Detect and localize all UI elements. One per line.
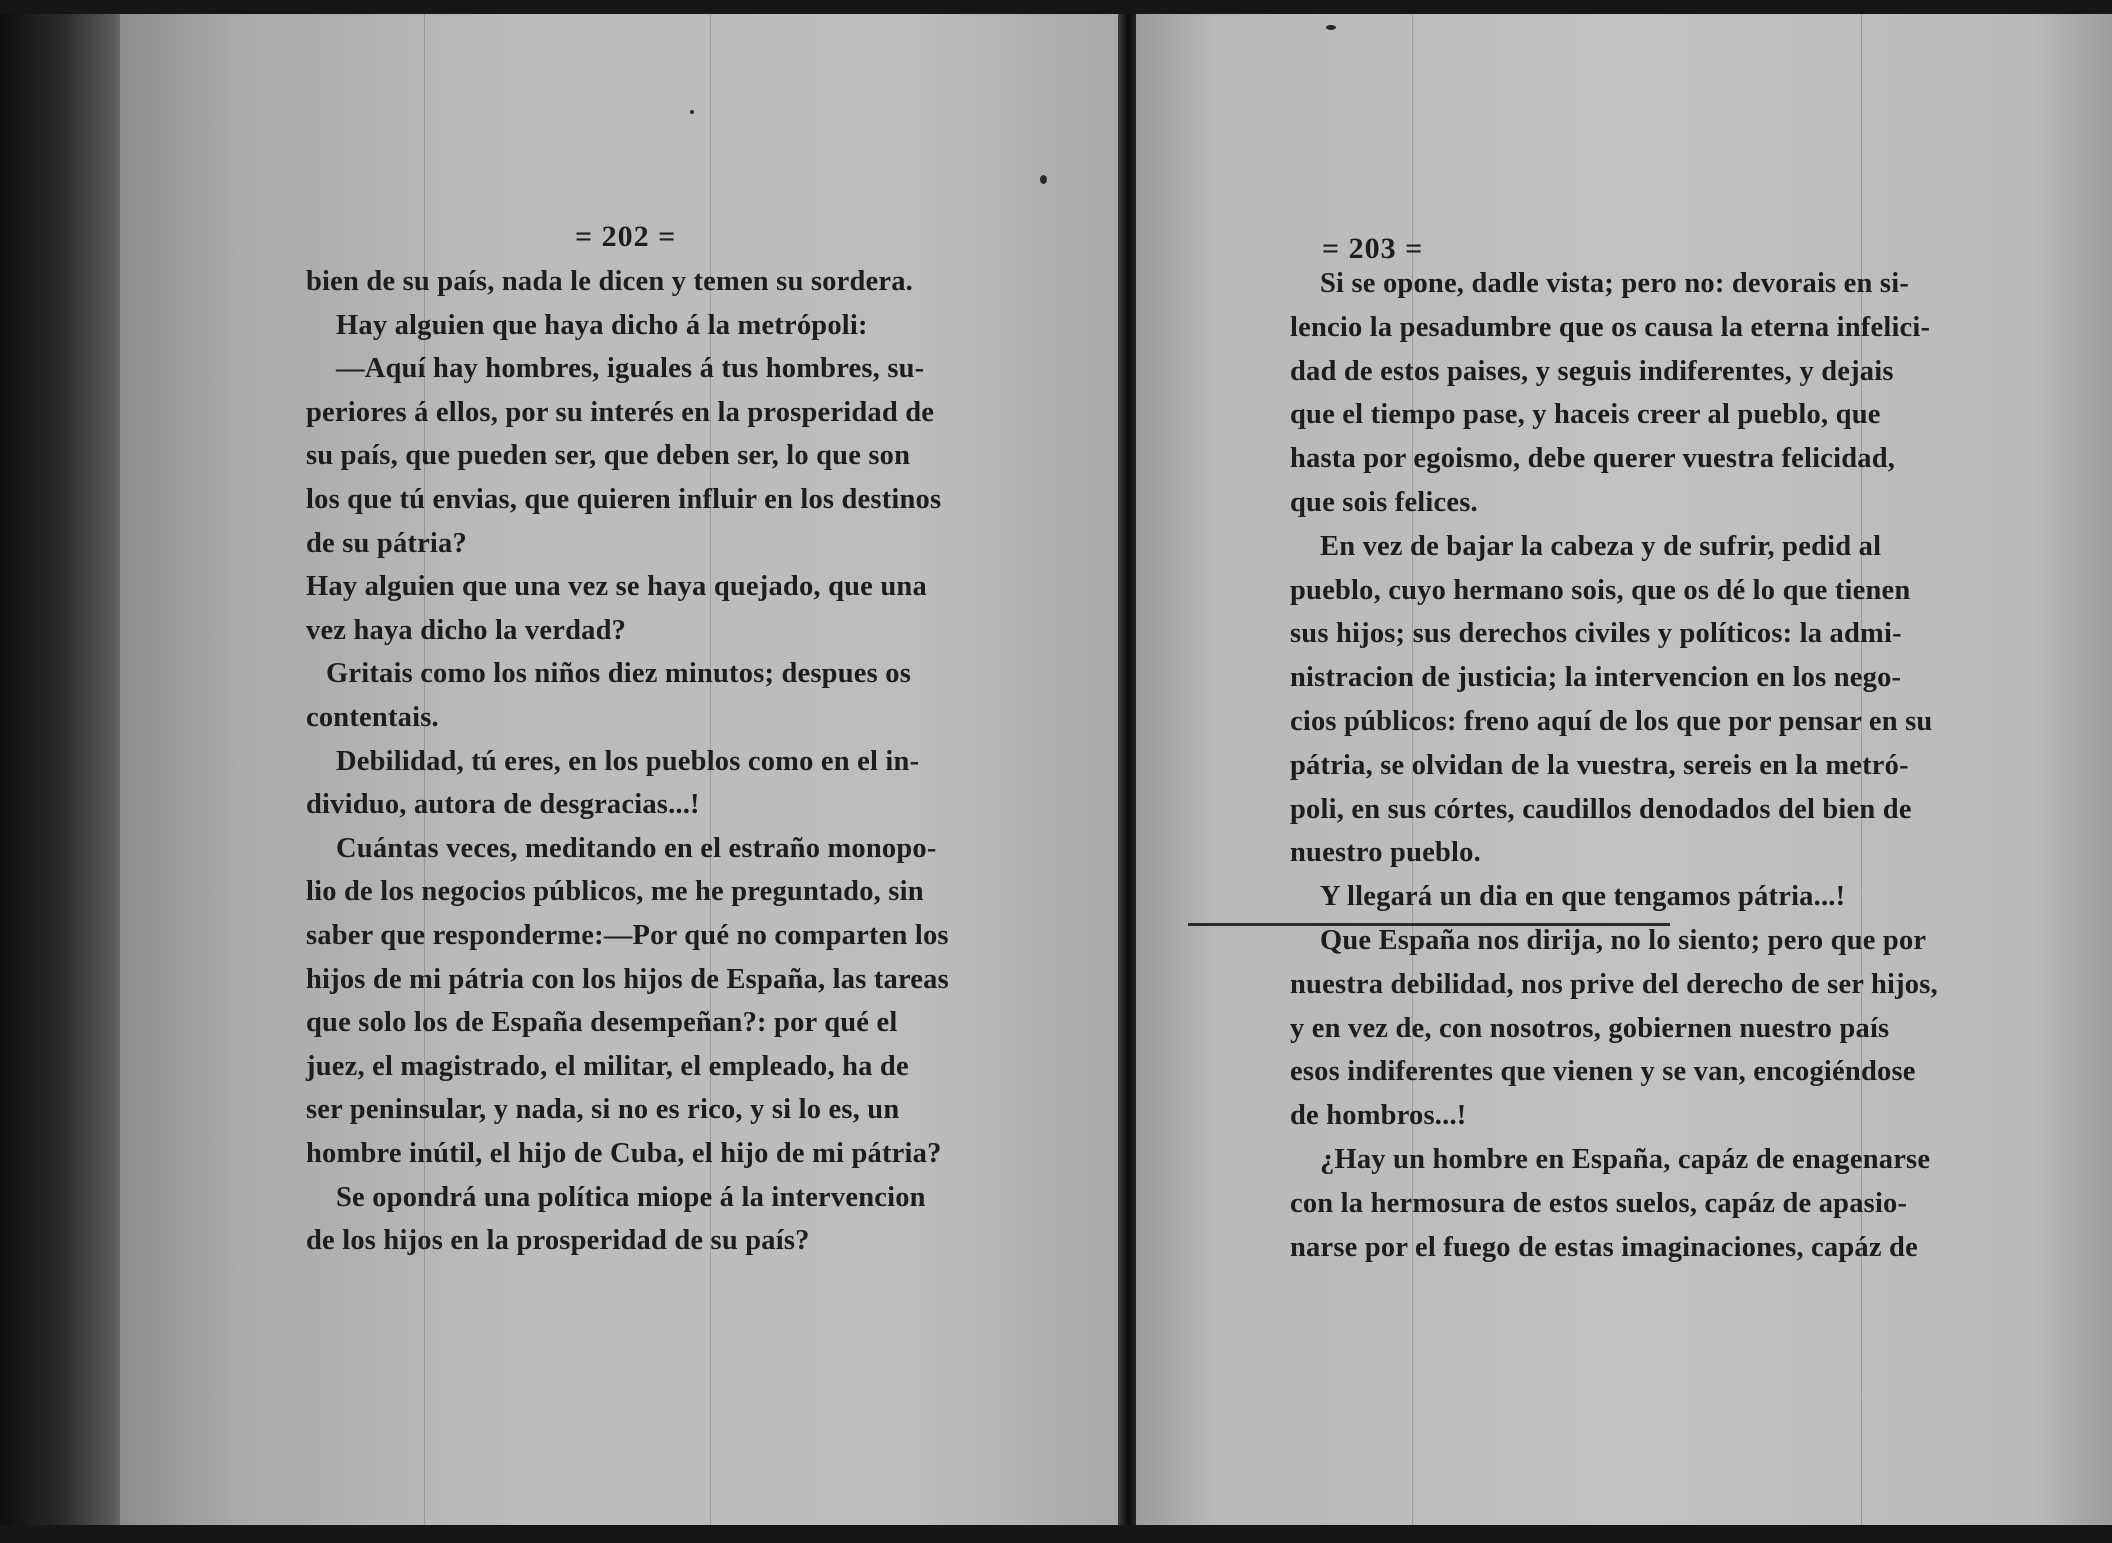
page-number: = 203 =: [1322, 232, 1424, 265]
text-line: dividuo, autora de desgracias...!: [306, 789, 700, 821]
text-line: lencio la pesadumbre que os causa la eterna infelici-: [1290, 311, 1931, 343]
page-number: = 202 =: [575, 220, 677, 253]
text-line: su país, que pueden ser, que deben ser, lo que son: [306, 440, 911, 472]
text-line: que solo los de España desempeñan?: por qué el: [306, 1007, 898, 1039]
text-line: hasta por egoismo, debe querer vuestra felicidad,: [1290, 443, 1896, 475]
text-line: bien de su país, nada le dicen y temen su sordera.: [306, 266, 913, 297]
text-line: vez haya dicho la verdad?: [306, 614, 627, 646]
ink-spot: [690, 110, 694, 114]
text-line: nistracion de justicia; la intervencion en los nego-: [1290, 662, 1902, 694]
text-line: En vez de bajar la cabeza y de sufrir, pedid al: [1320, 530, 1882, 562]
text-line: hijos de mi pátria con los hijos de España, las tareas: [306, 963, 949, 995]
text-line: juez, el magistrado, el militar, el empleado, ha de: [306, 1050, 909, 1082]
right-page: [1136, 0, 2112, 1543]
scan-border-bottom: [0, 1525, 2112, 1543]
text-line: —Aquí hay hombres, iguales á tus hombres, su-: [336, 353, 925, 385]
text-line: Si se opone, dadle vista; pero no: devorais en si-: [1320, 268, 1910, 299]
text-line: saber que responderme:—Por qué no comparten los: [306, 920, 949, 951]
text-line: nuestro pueblo.: [1290, 837, 1481, 869]
text-line: periores á ellos, por su interés en la prosperidad de: [306, 396, 935, 428]
book-edge-shadow: [0, 0, 140, 1543]
text-line: Cuántas veces, meditando en el estraño monopo-: [336, 832, 937, 864]
text-line: poli, en sus córtes, caudillos denodados del bien de: [1290, 793, 1912, 825]
book-gutter: [1118, 0, 1138, 1543]
text-line: nuestra debilidad, nos prive del derecho de ser hijos,: [1290, 968, 1938, 1000]
text-line: pátria, se olvidan de la vuestra, sereis en la metró-: [1290, 749, 1909, 781]
text-line: que sois felices.: [1290, 487, 1478, 518]
text-line: Hay alguien que una vez se haya quejado, que una: [306, 571, 927, 603]
scan-border-top: [0, 0, 2112, 14]
text-line: de hombros...!: [1290, 1100, 1467, 1132]
left-page: [120, 0, 1120, 1543]
text-line: ¿Hay un hombre en España, capáz de enagenarse: [1320, 1144, 1931, 1175]
ink-spot: [1326, 25, 1336, 30]
text-line: Hay alguien que haya dicho á la metrópoli:: [336, 309, 868, 341]
text-line: que el tiempo pase, y haceis creer al pueblo, que: [1290, 399, 1881, 431]
text-line: dad de estos paises, y seguis indiferentes, y dejais: [1290, 355, 1894, 387]
text-line: con la hermosura de estos suelos, capáz de apasio-: [1290, 1187, 1908, 1219]
text-line: Y llegará un dia en que tengamos pátria...!: [1320, 881, 1846, 913]
text-line: narse por el fuego de estas imaginaciones, capáz de: [1290, 1231, 1918, 1263]
text-line: cios públicos: freno aquí de los que por pensar en su: [1290, 706, 1933, 737]
text-line: de los hijos en la prosperidad de su país?: [306, 1225, 810, 1257]
text-line: Debilidad, tú eres, en los pueblos como en el in-: [336, 745, 920, 777]
ink-spot: [1040, 175, 1047, 184]
text-line: de su pátria?: [306, 527, 467, 559]
text-line: contentais.: [306, 702, 439, 733]
text-line: los que tú envias, que quieren influir en los destinos: [306, 484, 942, 515]
text-line: esos indiferentes que vienen y se van, encogiéndose: [1290, 1056, 1916, 1088]
text-line: ser peninsular, y nada, si no es rico, y si lo es, un: [306, 1094, 900, 1126]
text-line: pueblo, cuyo hermano sois, que os dé lo que tienen: [1290, 574, 1911, 606]
text-line: Se opondrá una política miope á la intervencion: [336, 1181, 926, 1213]
text-line: sus hijos; sus derechos civiles y políticos: la admi-: [1290, 618, 1902, 650]
text-line: Gritais como los niños diez minutos; despues os: [326, 658, 911, 690]
text-line: Que España nos dirija, no lo siento; pero que por: [1320, 925, 1927, 956]
text-line: hombre inútil, el hijo de Cuba, el hijo de mi pátria?: [306, 1138, 942, 1169]
text-line: y en vez de, con nosotros, gobiernen nuestro país: [1290, 1012, 1890, 1044]
text-line: lio de los negocios públicos, me he preguntado, sin: [306, 876, 924, 908]
